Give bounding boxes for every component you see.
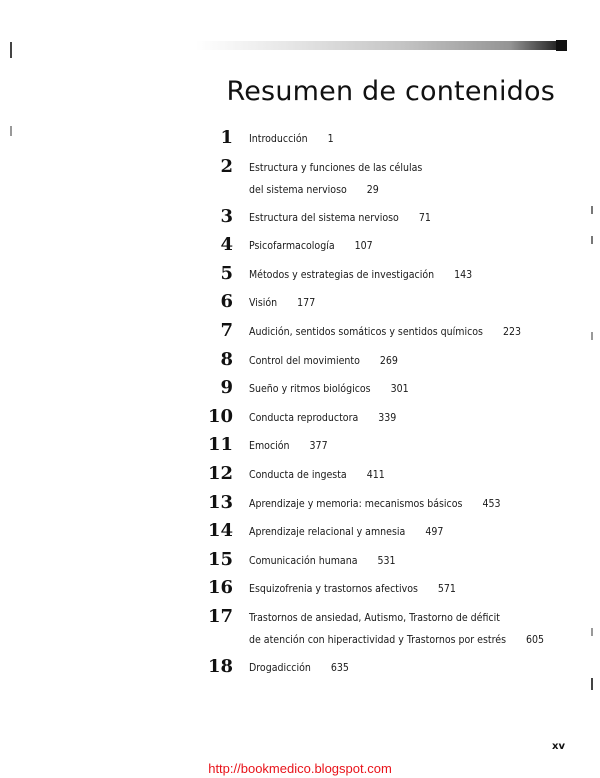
chapter-title: Emoción	[249, 440, 290, 453]
chapter-number: 4	[220, 234, 233, 256]
chapter-title-line	[249, 583, 456, 595]
chapter-title: Control del movimiento	[249, 354, 360, 367]
chapter-title-line	[249, 612, 500, 624]
chapter-number: 5	[220, 262, 233, 284]
page-number: xv	[552, 741, 565, 752]
chapter-page-number: 571	[437, 583, 456, 596]
chapter-page-number: 71	[418, 211, 431, 224]
chapter-title-line	[249, 662, 349, 674]
chapter-title: Introducción	[249, 133, 308, 145]
chapter-title-line	[249, 555, 396, 567]
chapter-title: Conducta de ingesta	[249, 469, 347, 481]
chapter-title: Métodos y estrategias de investigación	[249, 268, 435, 281]
chapter-title-line	[249, 634, 544, 646]
chapter-page-number: 453	[482, 497, 501, 510]
chapter-title-line	[249, 240, 373, 252]
chapter-title-line	[249, 383, 409, 395]
chapter-number: 7	[220, 320, 233, 341]
chapter-title-line	[249, 184, 379, 196]
chapter-number: 13	[207, 491, 233, 513]
chapter-title: Psicofarmacología	[249, 240, 335, 253]
chapter-page-number: 1	[327, 133, 334, 145]
chapter-number: 11	[207, 434, 233, 456]
chapter-page-number: 377	[309, 440, 328, 453]
chapter-title: Estructura y funciones de las células	[249, 161, 423, 174]
chapter-number: 10	[207, 405, 233, 427]
chapter-title-line	[249, 269, 472, 281]
chapter-page-number: 605	[526, 634, 545, 646]
chapter-title-line	[249, 498, 500, 510]
chapter-page-number: 177	[297, 297, 316, 310]
chapter-title-line	[249, 133, 334, 145]
chapter-number: 9	[220, 377, 233, 399]
chapter-title-line	[249, 469, 385, 481]
chapter-number: 18	[207, 656, 233, 677]
chapter-title-line	[249, 526, 443, 538]
chapter-number: 14	[207, 520, 233, 542]
chapter-number: 16	[207, 577, 233, 599]
chapter-number: 15	[207, 548, 233, 570]
chapter-title: Audición, sentidos somáticos y sentidos químicos	[249, 326, 483, 338]
chapter-page-number: 269	[379, 354, 398, 367]
chapter-page-number: 411	[366, 469, 385, 481]
chapter-number: 8	[220, 348, 233, 370]
chapter-title-line	[249, 412, 396, 424]
chapter-title: del sistema nervioso	[249, 183, 347, 196]
chapter-page-number: 301	[390, 383, 409, 396]
chapter-title: Estructura del sistema nervioso	[249, 211, 399, 224]
chapter-page-number: 339	[378, 411, 397, 424]
chapter-title: de atención con hiperactividad y Trastornos por estrés	[249, 634, 507, 646]
chapter-number: 2	[220, 155, 233, 177]
chapter-page-number: 107	[354, 240, 373, 253]
chapter-title: Visión	[249, 297, 278, 310]
chapter-title: Esquizofrenia y trastornos afectivos	[249, 583, 418, 596]
footer-url-link[interactable]: http://bookmedico.blogspot.com	[208, 761, 392, 776]
chapter-page-number: 29	[366, 183, 379, 196]
chapter-title: Drogadicción	[249, 662, 311, 674]
chapter-title-line	[249, 326, 521, 338]
chapter-number: 12	[207, 463, 233, 484]
chapter-title-line	[249, 355, 398, 367]
chapter-number: 17	[207, 606, 233, 627]
chapter-title: Aprendizaje relacional y amnesia	[249, 526, 406, 539]
chapter-title: Conducta reproductora	[249, 411, 359, 424]
chapter-page-number: 635	[330, 662, 349, 674]
page-title: Resumen de contenidos	[226, 76, 555, 108]
chapter-title-line	[249, 212, 431, 224]
chapter-title: Sueño y ritmos biológicos	[249, 383, 371, 396]
chapter-page-number: 223	[502, 326, 522, 338]
chapter-page-number: 143	[454, 268, 473, 281]
chapter-title: Comunicación humana	[249, 554, 358, 567]
chapter-page-number: 497	[425, 526, 444, 539]
chapter-number: 6	[220, 291, 233, 313]
chapter-title-line	[249, 162, 422, 174]
chapter-title: Trastornos de ansiedad, Autismo, Trastorno de déficit	[249, 612, 500, 624]
chapter-title-line	[249, 297, 315, 309]
chapter-title: Aprendizaje y memoria: mecanismos básicos	[249, 497, 463, 510]
chapter-title-line	[249, 440, 328, 452]
chapter-number: 1	[220, 127, 233, 148]
chapter-number: 3	[220, 205, 233, 227]
chapter-page-number: 531	[377, 554, 396, 567]
